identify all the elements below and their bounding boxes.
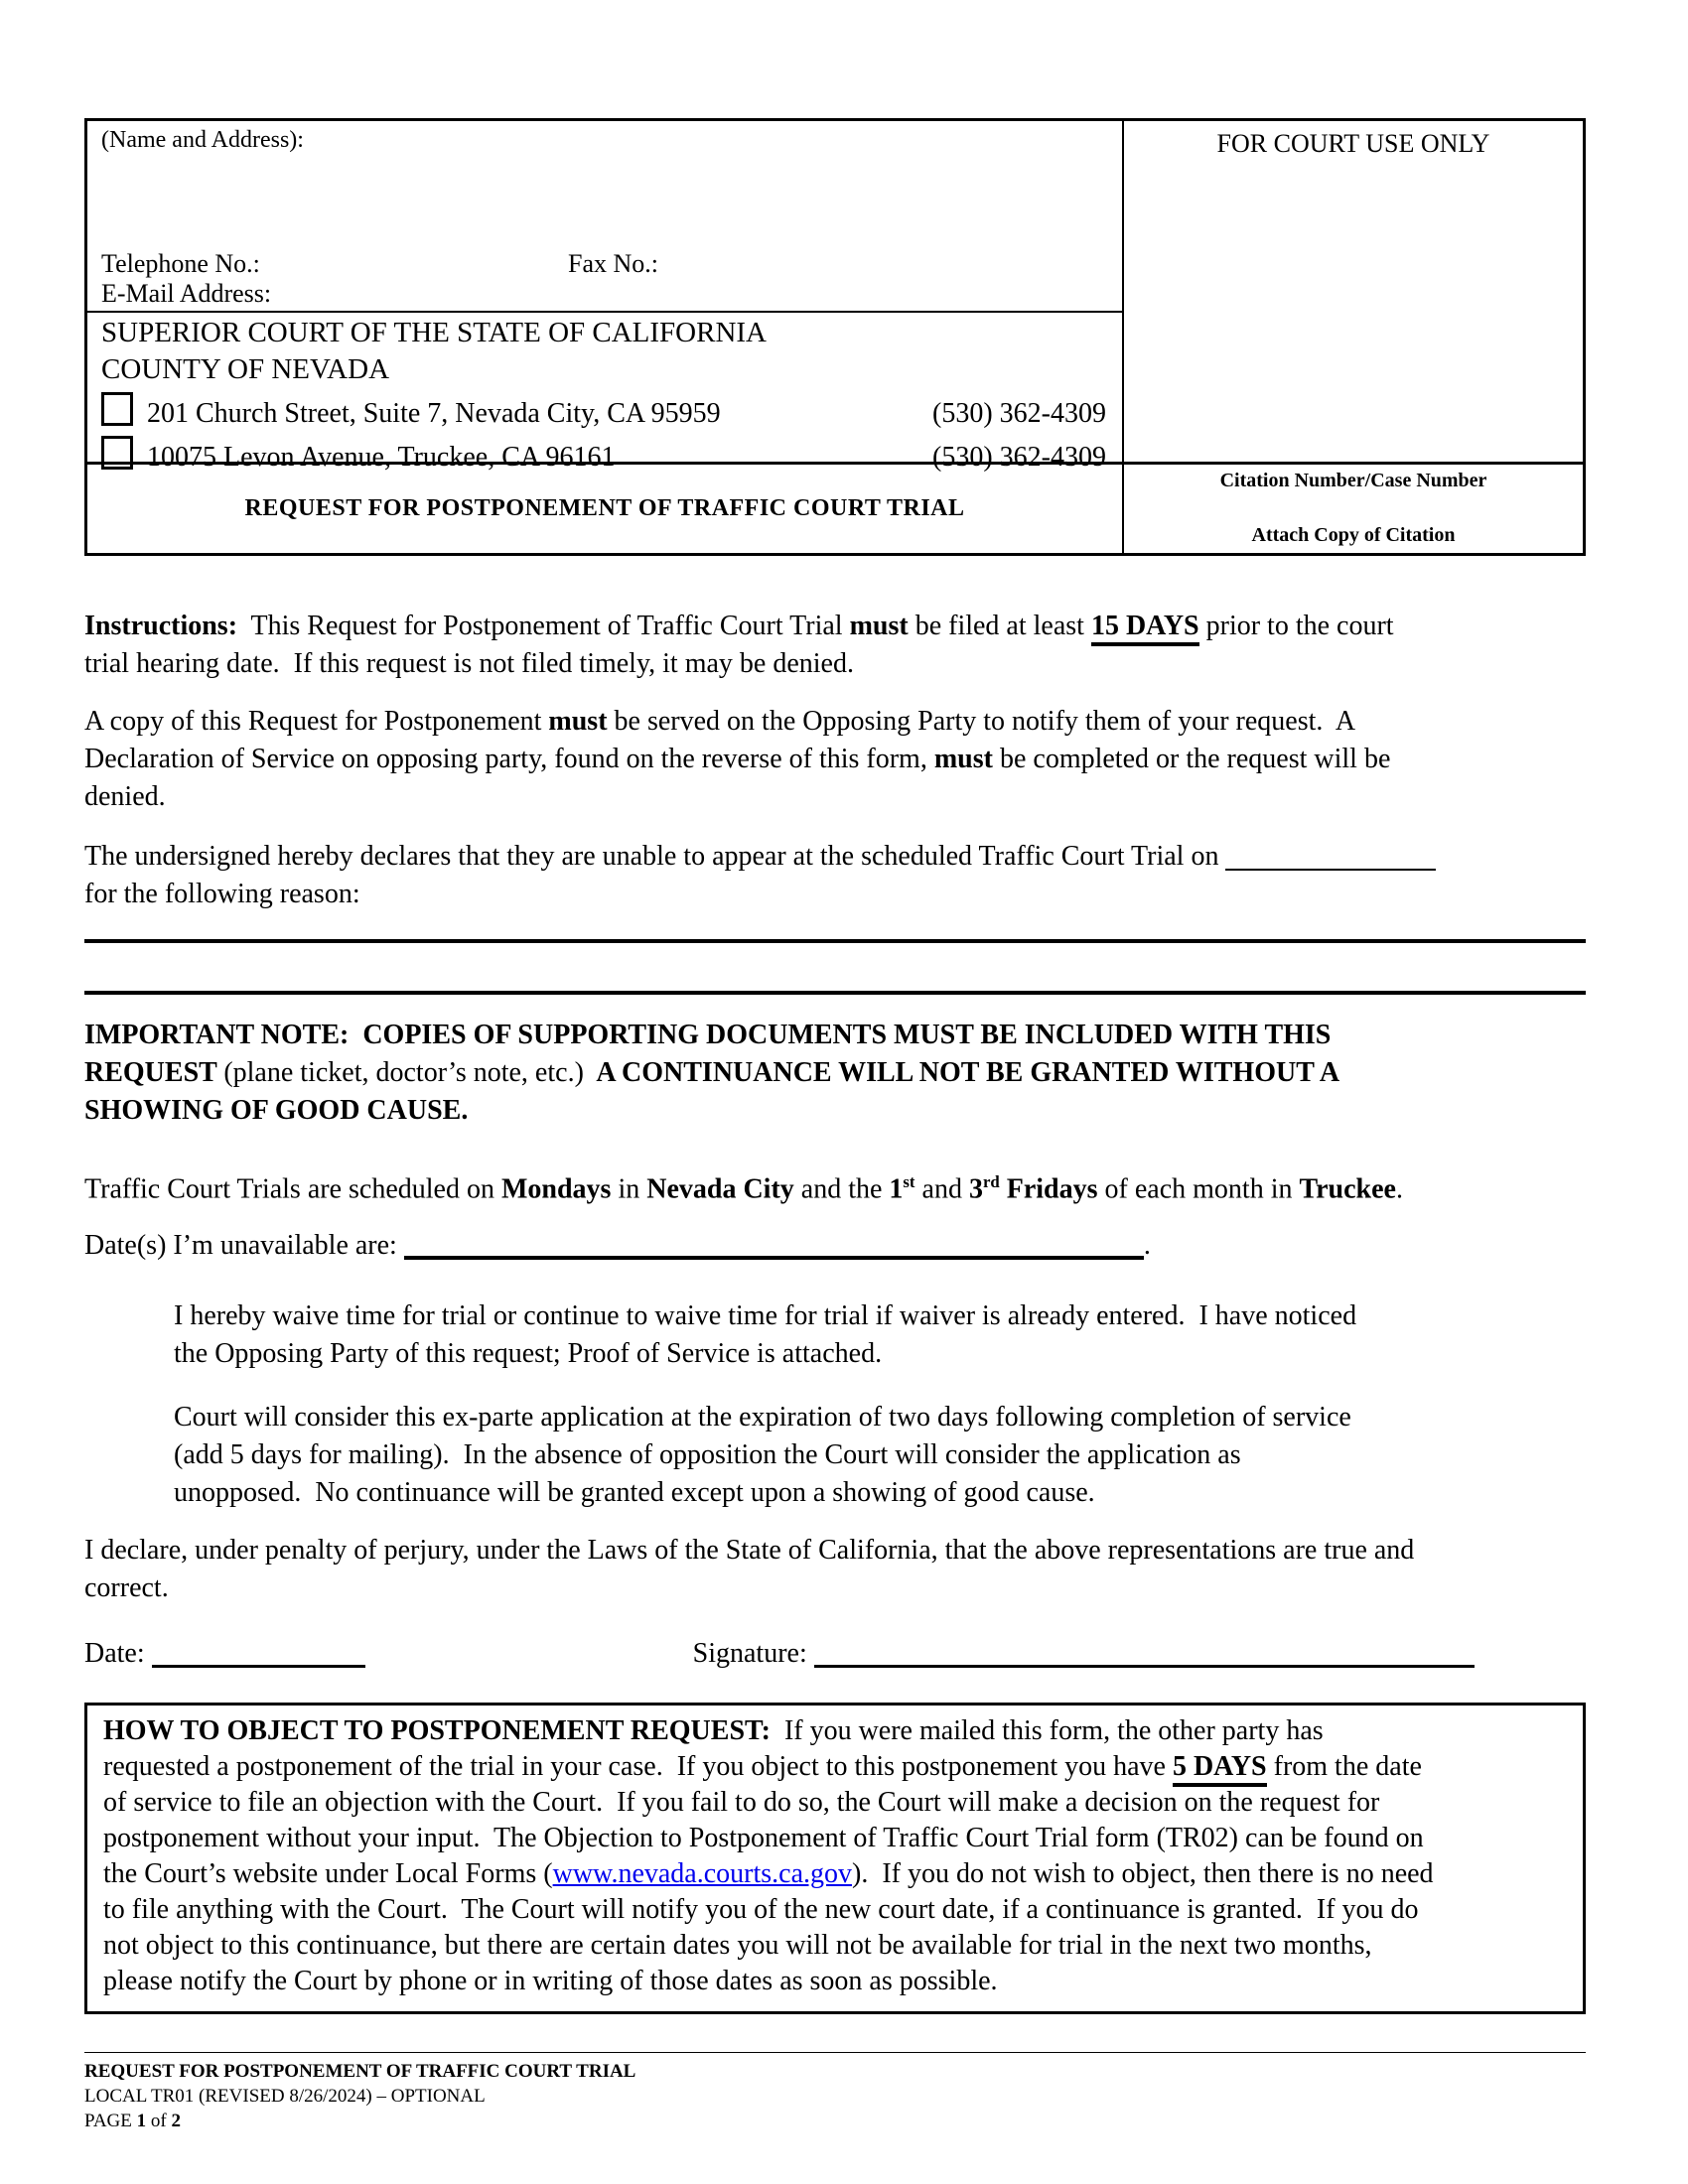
five-days-emphasis: 5 DAYS: [1173, 1751, 1267, 1787]
schedule-third-ordinal: rd: [982, 1172, 1000, 1191]
footer-page-total: 2: [171, 2111, 181, 2132]
objection-seg3: from the date: [1266, 1751, 1422, 1783]
date-label: Date:: [84, 1638, 145, 1670]
service-seg1: A copy of this Request for Postponement: [84, 706, 549, 737]
date-writein-field[interactable]: [152, 1653, 365, 1668]
date-signature-line: [84, 1635, 1586, 1673]
reason-writein-line2[interactable]: [84, 991, 1586, 995]
footer-page-current: 1: [136, 2111, 147, 2132]
signature-label: Signature:: [692, 1638, 807, 1670]
instructions-paragraph: [84, 608, 1586, 683]
declares-paragraph: [84, 838, 1586, 913]
objection-line1: [103, 1713, 1569, 1749]
important-continuance: A CONTINUANCE WILL NOT BE GRANTED WITHOUT A: [583, 1057, 1340, 1088]
footer: [84, 2059, 1586, 2133]
citation-cell: [1124, 462, 1583, 553]
service-seg3: Declaration of Service on opposing party, found on the reverse of this form,: [84, 744, 934, 774]
form-title: REQUEST FOR POSTPONEMENT OF TRAFFIC COURT TRIAL: [244, 495, 965, 521]
court-name-line1: SUPERIOR COURT OF THE STATE OF CALIFORNIA: [101, 317, 768, 348]
schedule-mondays: Mondays: [500, 1173, 612, 1205]
schedule-seg3: and the: [793, 1173, 890, 1205]
service-line1: [84, 703, 1586, 741]
footer-form-title: REQUEST FOR POSTPONEMENT OF TRAFFIC COURT TRIAL: [84, 2061, 636, 2083]
unavailable-period: .: [1143, 1230, 1151, 1262]
waiver-line1: I hereby waive time for trial or continue to waive time for trial if waiver is already entered. I have noticed: [174, 1300, 1357, 1332]
for-court-use-cell: [1124, 121, 1583, 462]
schedule-nevada-city: Nevada City: [646, 1173, 794, 1205]
footer-page-of: of: [146, 2111, 172, 2132]
objection-heading: HOW TO OBJECT TO POSTPONEMENT REQUEST:: [103, 1715, 771, 1747]
service-must1: must: [548, 706, 608, 737]
nevada-city-phone: (530) 362-4309: [932, 398, 1106, 429]
unavailable-label: Date(s) I’m unavailable are:: [84, 1230, 404, 1262]
unavailable-dates-row: [84, 1224, 1586, 1268]
objection-line8: please notify the Court by phone or in writing of those dates as soon as possible.: [103, 1966, 998, 1997]
service-line2: [84, 741, 1586, 778]
important-request-word: REQUEST: [84, 1057, 224, 1088]
instructions-label: Instructions:: [84, 611, 238, 641]
exparte-line3: unopposed. No continuance will be granted except upon a showing of good cause.: [174, 1477, 1095, 1509]
objection-seg2: requested a postponement of the trial in your case. If you object to this postponement you have: [103, 1751, 1173, 1783]
important-examples: (plane ticket, doctor’s note, etc.): [223, 1057, 584, 1088]
truckee-phone: (530) 362-4309: [932, 442, 1106, 473]
important-note-paragraph: [84, 1017, 1586, 1130]
attach-citation-label: Attach Copy of Citation: [1251, 524, 1456, 546]
form-caption-table: [84, 118, 1586, 556]
court-name-line2: COUNTY OF NEVADA: [101, 353, 390, 385]
footer-form-number: LOCAL TR01 (REVISED 8/26/2024) – OPTIONAL: [84, 2086, 486, 2108]
instructions-line1: [84, 608, 1586, 645]
citation-number-label: Citation Number/Case Number: [1219, 470, 1487, 491]
schedule-fridays: Fridays: [999, 1173, 1098, 1205]
footer-page-number: [84, 2109, 1586, 2133]
reason-writein-line1[interactable]: [84, 939, 1586, 943]
instructions-seg3: prior to the court: [1198, 611, 1394, 641]
objection-line5: [103, 1856, 1569, 1892]
name-address-label: (Name and Address):: [101, 127, 304, 153]
declares-line2: for the following reason:: [84, 879, 360, 909]
exparte-line2: (add 5 days for mailing). In the absence of opposition the Court will consider the application as: [174, 1439, 1241, 1471]
telephone-fax-row: [101, 249, 1110, 279]
unavailable-dates-writein-field[interactable]: [404, 1244, 1144, 1260]
date-signature-row: [84, 1635, 1586, 1673]
instructions-line2: trial hearing date. If this request is not filed timely, it may be denied.: [84, 648, 854, 679]
exparte-line1: Court will consider this ex-parte application at the expiration of two days following completion of service: [174, 1402, 1351, 1433]
signature-writein-field[interactable]: [814, 1653, 1475, 1668]
service-must2: must: [933, 744, 993, 774]
fax-label: Fax No.:: [568, 249, 658, 278]
declares-seg1: The undersigned hereby declares that they are unable to appear at the scheduled Traffic Court Trial on: [84, 841, 1226, 872]
schedule-third: 3: [968, 1173, 983, 1205]
objection-seg1: If you were mailed this form, the other party has: [770, 1715, 1324, 1747]
service-paragraph: [84, 703, 1586, 816]
email-label: E-Mail Address:: [101, 279, 272, 308]
objection-line7: not object to this continuance, but there are certain dates you will not be available for trial in the next two months,: [103, 1930, 1372, 1962]
schedule-truckee: Truckee: [1299, 1173, 1396, 1205]
waiver-line2: the Opposing Party of this request; Proof of Service is attached.: [174, 1338, 883, 1370]
schedule-first: 1: [889, 1173, 904, 1205]
objection-seg4: the Court’s website under Local Forms (: [103, 1858, 553, 1890]
objection-instructions-box: [84, 1703, 1586, 2014]
schedule-seg2: in: [611, 1173, 647, 1205]
service-line3: denied.: [84, 781, 166, 812]
schedule-paragraph: [84, 1163, 1586, 1208]
waiver-paragraph: [174, 1297, 1586, 1373]
objection-seg5: ). If you do not wish to object, then there is no need: [852, 1858, 1434, 1890]
nevada-city-address: 201 Church Street, Suite 7, Nevada City, CA 95959: [147, 398, 721, 429]
objection-line6: to file anything with the Court. The Court will notify you of the new court date, if a continuance is granted. If you do: [103, 1894, 1419, 1926]
instructions-seg2: be filed at least: [908, 611, 1091, 641]
schedule-seg4: and: [914, 1173, 969, 1205]
perjury-paragraph: [84, 1532, 1586, 1607]
service-seg4: be completed or the request will be: [992, 744, 1391, 774]
schedule-line: [84, 1163, 1586, 1208]
schedule-seg1: Traffic Court Trials are scheduled on: [84, 1173, 501, 1205]
perjury-line1: I declare, under penalty of perjury, under the Laws of the State of California, that the above representations are true and: [84, 1535, 1415, 1567]
footer-page-word: PAGE: [84, 2111, 137, 2132]
location-row-nevada-city: [101, 388, 1114, 432]
important-line2: [84, 1054, 1586, 1092]
name-address-cell: [87, 121, 1124, 313]
service-seg2: be served on the Opposing Party to notify them of your request. A: [607, 706, 1356, 737]
important-line3: SHOWING OF GOOD CAUSE.: [84, 1095, 469, 1126]
fifteen-days-emphasis: 15 DAYS: [1091, 611, 1199, 646]
instructions-must: must: [849, 611, 909, 641]
trial-date-writein-field[interactable]: [1225, 857, 1436, 871]
exparte-paragraph: [174, 1399, 1586, 1512]
telephone-label: Telephone No.:: [101, 249, 260, 278]
declares-line1: [84, 838, 1586, 876]
unavailable-line: [84, 1224, 1586, 1268]
objection-line4: postponement without your input. The Objection to Postponement of Traffic Court Trial form (TR02) can be found on: [103, 1823, 1424, 1854]
perjury-line2: correct.: [84, 1572, 169, 1604]
schedule-seg5: of each month in: [1097, 1173, 1300, 1205]
truckee-location-checkbox[interactable]: [101, 436, 133, 470]
objection-line2: [103, 1749, 1569, 1785]
schedule-first-ordinal: st: [903, 1172, 915, 1191]
important-line1: IMPORTANT NOTE: COPIES OF SUPPORTING DOCUMENTS MUST BE INCLUDED WITH THIS: [84, 1020, 1332, 1050]
court-website-link[interactable]: www.nevada.courts.ca.gov: [552, 1858, 853, 1890]
nevada-city-location-checkbox[interactable]: [101, 392, 133, 426]
truckee-address: 10075 Levon Avenue, Truckee, CA 96161: [147, 442, 616, 473]
schedule-period: .: [1395, 1173, 1403, 1205]
court-info-cell: [87, 313, 1124, 473]
footer-divider: [84, 2052, 1586, 2053]
form-title-cell: [87, 462, 1124, 553]
instructions-seg1: This Request for Postponement of Traffic Court Trial: [237, 611, 850, 641]
objection-line3: of service to file an objection with the Court. If you fail to do so, the Court will make a decision on the request for: [103, 1787, 1380, 1819]
for-court-use-label: FOR COURT USE ONLY: [1216, 129, 1490, 158]
